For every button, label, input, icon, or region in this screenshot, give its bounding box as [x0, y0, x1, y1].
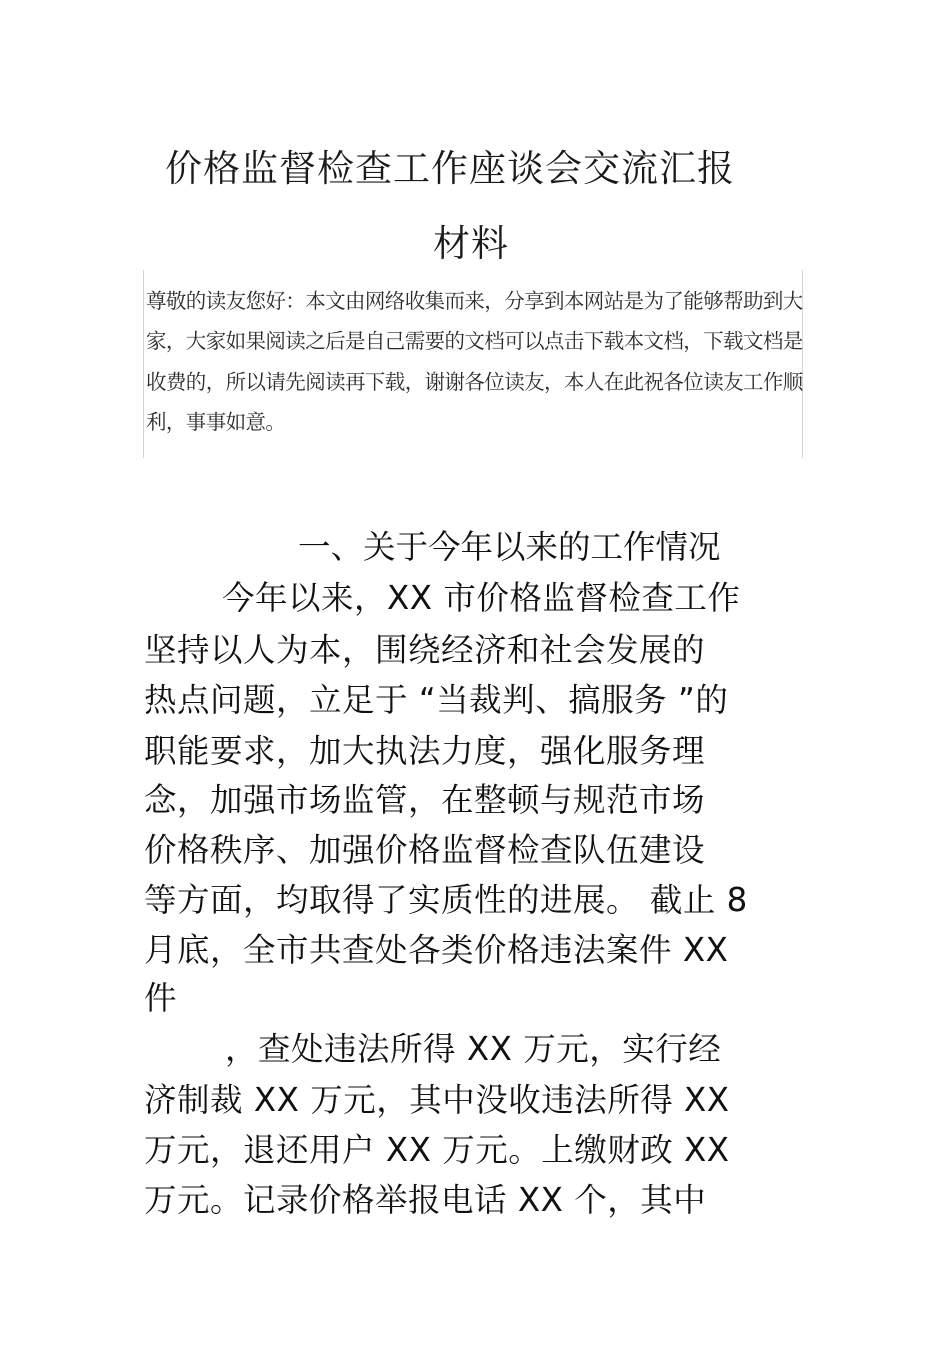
- section-heading: 一、关于今年以来的工作情况: [298, 528, 721, 566]
- notice-line: 尊敬的读友您好：本文由网络收集而来，分享到本网站是为了能够帮助到大: [146, 289, 803, 313]
- reader-notice-box: [143, 270, 803, 458]
- notice-line: 家，大家如果阅读之后是自己需要的文档可以点击下载本文档，下载文档是: [146, 329, 803, 353]
- body-line: 职能要求，加大执法力度，强化服务理: [144, 732, 706, 770]
- body-line: 万元。记录价格举报电话 XX 个，其中: [144, 1181, 707, 1219]
- document-title-line-2: 材料: [433, 222, 509, 265]
- body-line: 坚持以人为本，围绕经济和社会发展的: [144, 631, 706, 669]
- body-line: 等方面，均取得了实质性的进展。 截止 8: [144, 881, 748, 919]
- body-line: 热点问题，立足于 “当裁判、搞服务 ”的: [144, 681, 729, 719]
- body-line: 念，加强市场监管，在整顿与规范市场: [144, 781, 706, 819]
- body-line: 济制裁 XX 万元，其中没收违法所得 XX: [144, 1081, 730, 1119]
- body-line: ，查处违法所得 XX 万元，实行经: [225, 1030, 722, 1068]
- body-line: 万元，退还用户 XX 万元。上缴财政 XX: [144, 1131, 730, 1169]
- body-line: 月底，全市共查处各类价格违法案件 XX: [144, 931, 729, 969]
- body-line: 价格秩序、加强价格监督检查队伍建设: [144, 831, 706, 869]
- body-line: 今年以来，XX 市价格监督检查工作: [222, 579, 741, 617]
- document-title-line-1: 价格监督检查工作座谈会交流汇报: [165, 147, 735, 190]
- notice-line: 利，事事如意。: [146, 410, 286, 434]
- body-line: 件: [144, 979, 178, 1017]
- notice-line: 收费的，所以请先阅读再下载，谢谢各位读友，本人在此祝各位读友工作顺: [146, 370, 803, 394]
